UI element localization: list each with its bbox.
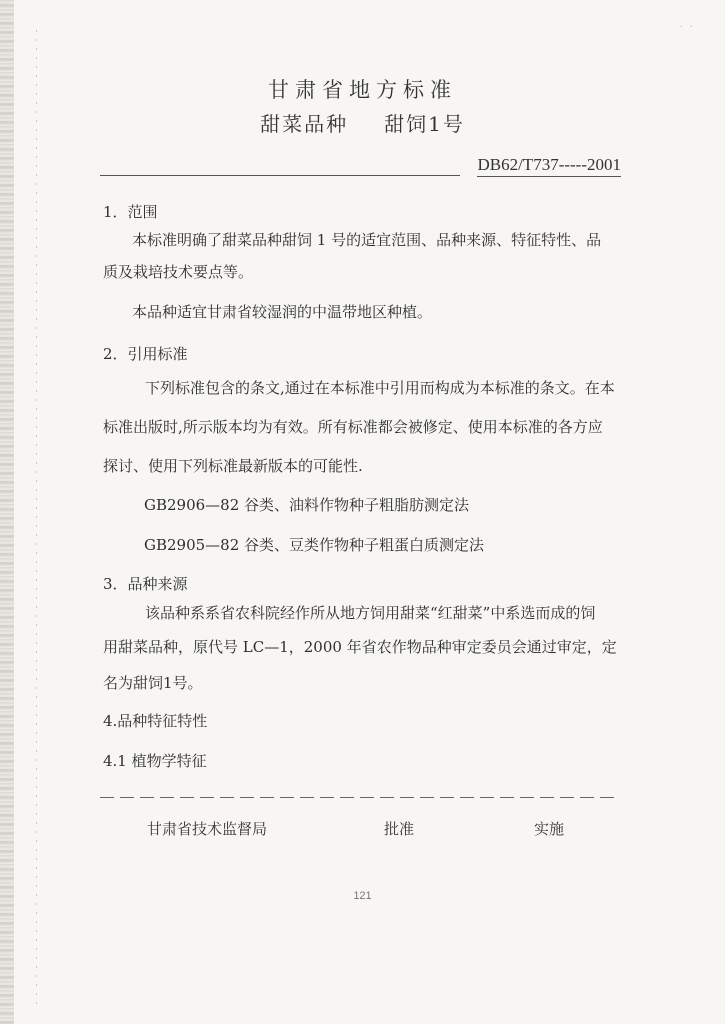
- page-number: 121: [353, 890, 372, 902]
- header-rule: [100, 175, 460, 176]
- footer-issuer: 甘肃省技术监督局: [147, 820, 268, 838]
- section-2-text: 标准出版时,所示版本均为有效。所有标准都会被修定、使用本标准的各方应: [103, 418, 603, 436]
- section-2-text: 探讨、使用下列标准最新版本的可能性.: [103, 457, 363, 475]
- section-2-heading: 2．引用标准: [103, 345, 188, 363]
- section-4-heading: 4.品种特征特性: [103, 712, 208, 730]
- footer-implement: 实施: [534, 820, 565, 838]
- section-4-1-heading: 4.1 植物学特征: [103, 752, 207, 770]
- subtitle-variety: 甜饲1号: [384, 112, 465, 136]
- section-1-text: 质及栽培技术要点等。: [103, 263, 254, 281]
- scan-binding-edge: [0, 0, 14, 1024]
- section-3-text: 用甜菜品种，原代号 LC—1，2000 年省农作物品种审定委员会通过审定，定: [103, 638, 617, 656]
- document-number: DB62/T737-----2001: [477, 155, 621, 177]
- section-3-text: 该品种系系省农科院经作所从地方饲用甜菜“红甜菜”中系选而成的饲: [145, 604, 596, 622]
- section-3-heading: 3．品种来源: [103, 575, 188, 593]
- section-1-heading: 1．范围: [103, 203, 158, 221]
- section-1-text: 本标准明确了甜菜品种甜饲 1 号的适宜范围、品种来源、特征特性、品: [132, 231, 602, 249]
- scan-noise: · ·: [679, 22, 695, 33]
- reference-standard: GB2906—82 谷类、油料作物种子粗脂肪测定法: [144, 496, 470, 514]
- section-3-text: 名为甜饲1号。: [103, 674, 203, 692]
- subtitle-name: 甜菜品种: [260, 112, 349, 136]
- scan-fold-line: [36, 30, 37, 1010]
- footer-rule: [100, 797, 620, 798]
- document-title: 甘肃省地方标准: [268, 78, 457, 102]
- section-1-text: 本品种适宜甘肃省较湿润的中温带地区种植。: [132, 303, 433, 321]
- section-2-text: 下列标准包含的条文,通过在本标准中引用而构成为本标准的条文。在本: [145, 379, 615, 397]
- reference-standard: GB2905—82 谷类、豆类作物种子粗蛋白质测定法: [144, 536, 485, 554]
- footer-approve: 批准: [384, 820, 415, 838]
- document-subtitle: [0, 108, 725, 137]
